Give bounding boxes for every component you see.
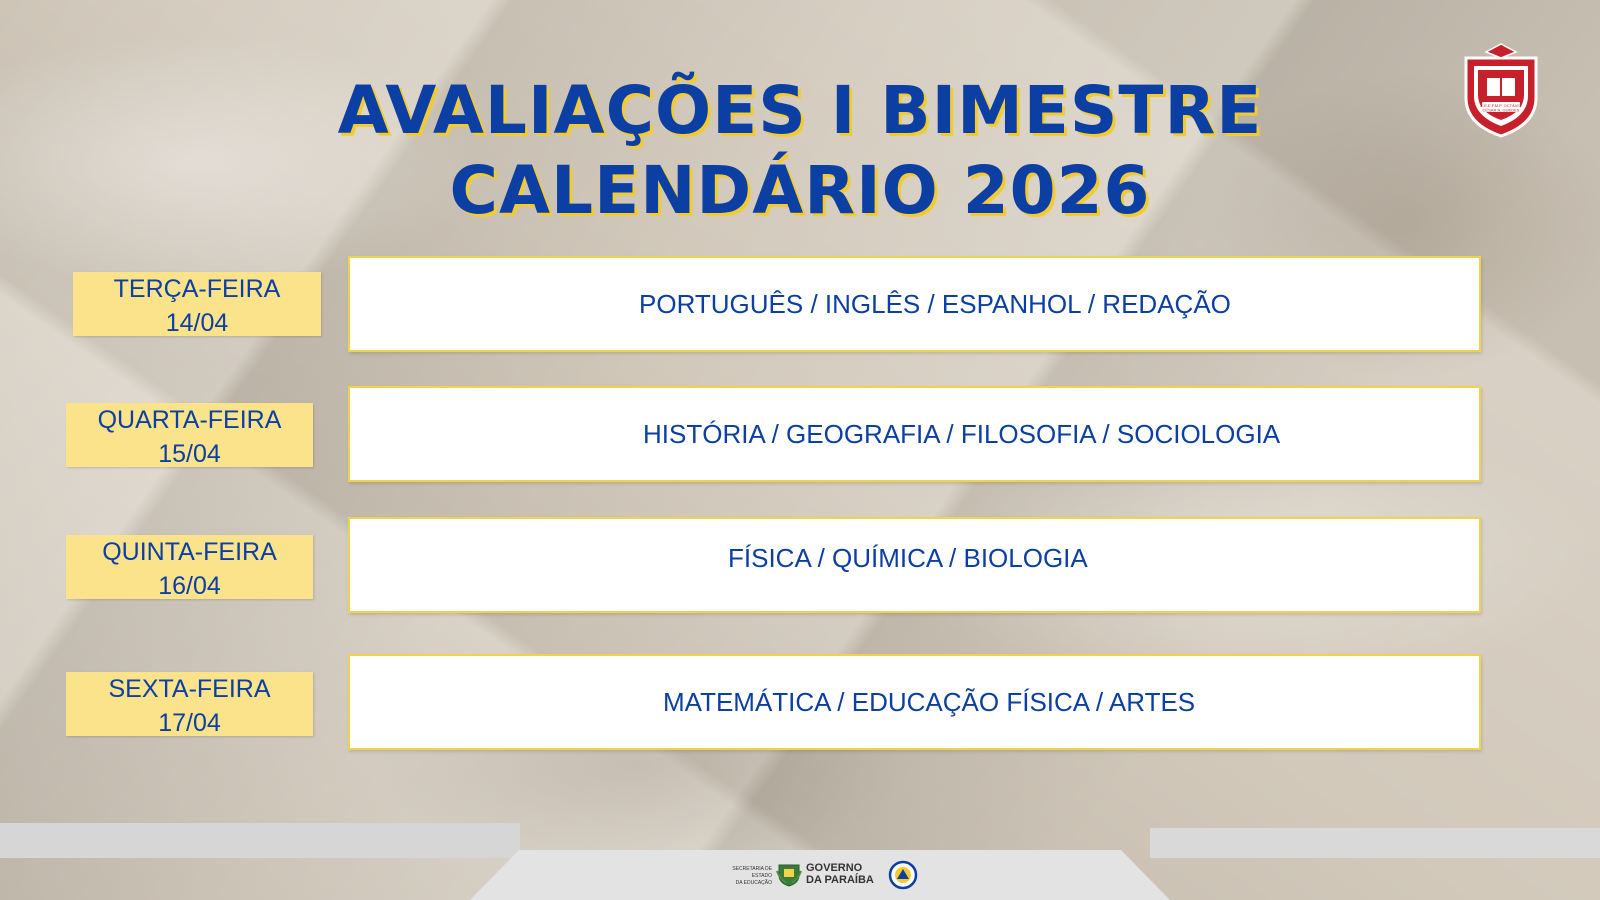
education-emblem-icon — [888, 860, 918, 890]
subjects-box-friday — [348, 654, 1481, 750]
day-name: QUINTA-FEIRA — [102, 538, 277, 566]
state-crest-icon — [776, 861, 802, 887]
subjects-box-thursday — [348, 517, 1481, 613]
subjects-text: HISTÓRIA / GEOGRAFIA / FILOSOFIA / SOCIOLOGIA — [643, 418, 1281, 449]
secretaria-label — [712, 866, 772, 887]
logo-text-2: CÉSAR R. GUEDES — [1482, 107, 1520, 113]
subjects-text: PORTUGUÊS / INGLÊS / ESPANHOL / REDAÇÃO — [639, 288, 1231, 319]
subjects-box-wednesday — [348, 386, 1481, 482]
footer-band-left — [0, 823, 520, 858]
day-name: QUARTA-FEIRA — [97, 406, 282, 434]
governo-line-1: GOVERNO — [806, 862, 863, 874]
footer-band-right — [1150, 828, 1600, 858]
title-line-2: CALENDÁRIO 2026 — [449, 152, 1151, 229]
governo-label — [806, 862, 874, 886]
subjects-text: FÍSICA / QUÍMICA / BIOLOGIA — [728, 543, 1088, 573]
day-tag-thursday — [66, 535, 313, 599]
day-tag-friday — [66, 672, 313, 736]
day-date: 15/04 — [158, 440, 221, 468]
subjects-box-tuesday — [348, 256, 1481, 352]
school-crest-icon — [1460, 40, 1542, 138]
day-date: 14/04 — [165, 309, 229, 337]
secretaria-line-1: SECRETARIA DE ESTADO — [732, 866, 772, 879]
secretaria-line-2: DA EDUCAÇÃO — [735, 880, 772, 886]
logo-text-1: E.E.E.F.M.P. OCTÁVIO — [1480, 103, 1522, 108]
governo-line-2: DA PARAÍBA — [806, 874, 874, 886]
day-date: 16/04 — [158, 572, 221, 600]
day-tag-wednesday — [66, 403, 313, 467]
subjects-text: MATEMÁTICA / EDUCAÇÃO FÍSICA / ARTES — [663, 686, 1196, 717]
day-tag-tuesday — [73, 272, 321, 336]
title-line-1: AVALIAÇÕES I BIMESTRE — [337, 72, 1263, 149]
day-date: 17/04 — [158, 709, 221, 737]
day-name: SEXTA-FEIRA — [108, 675, 271, 703]
day-name: TERÇA-FEIRA — [113, 275, 281, 303]
